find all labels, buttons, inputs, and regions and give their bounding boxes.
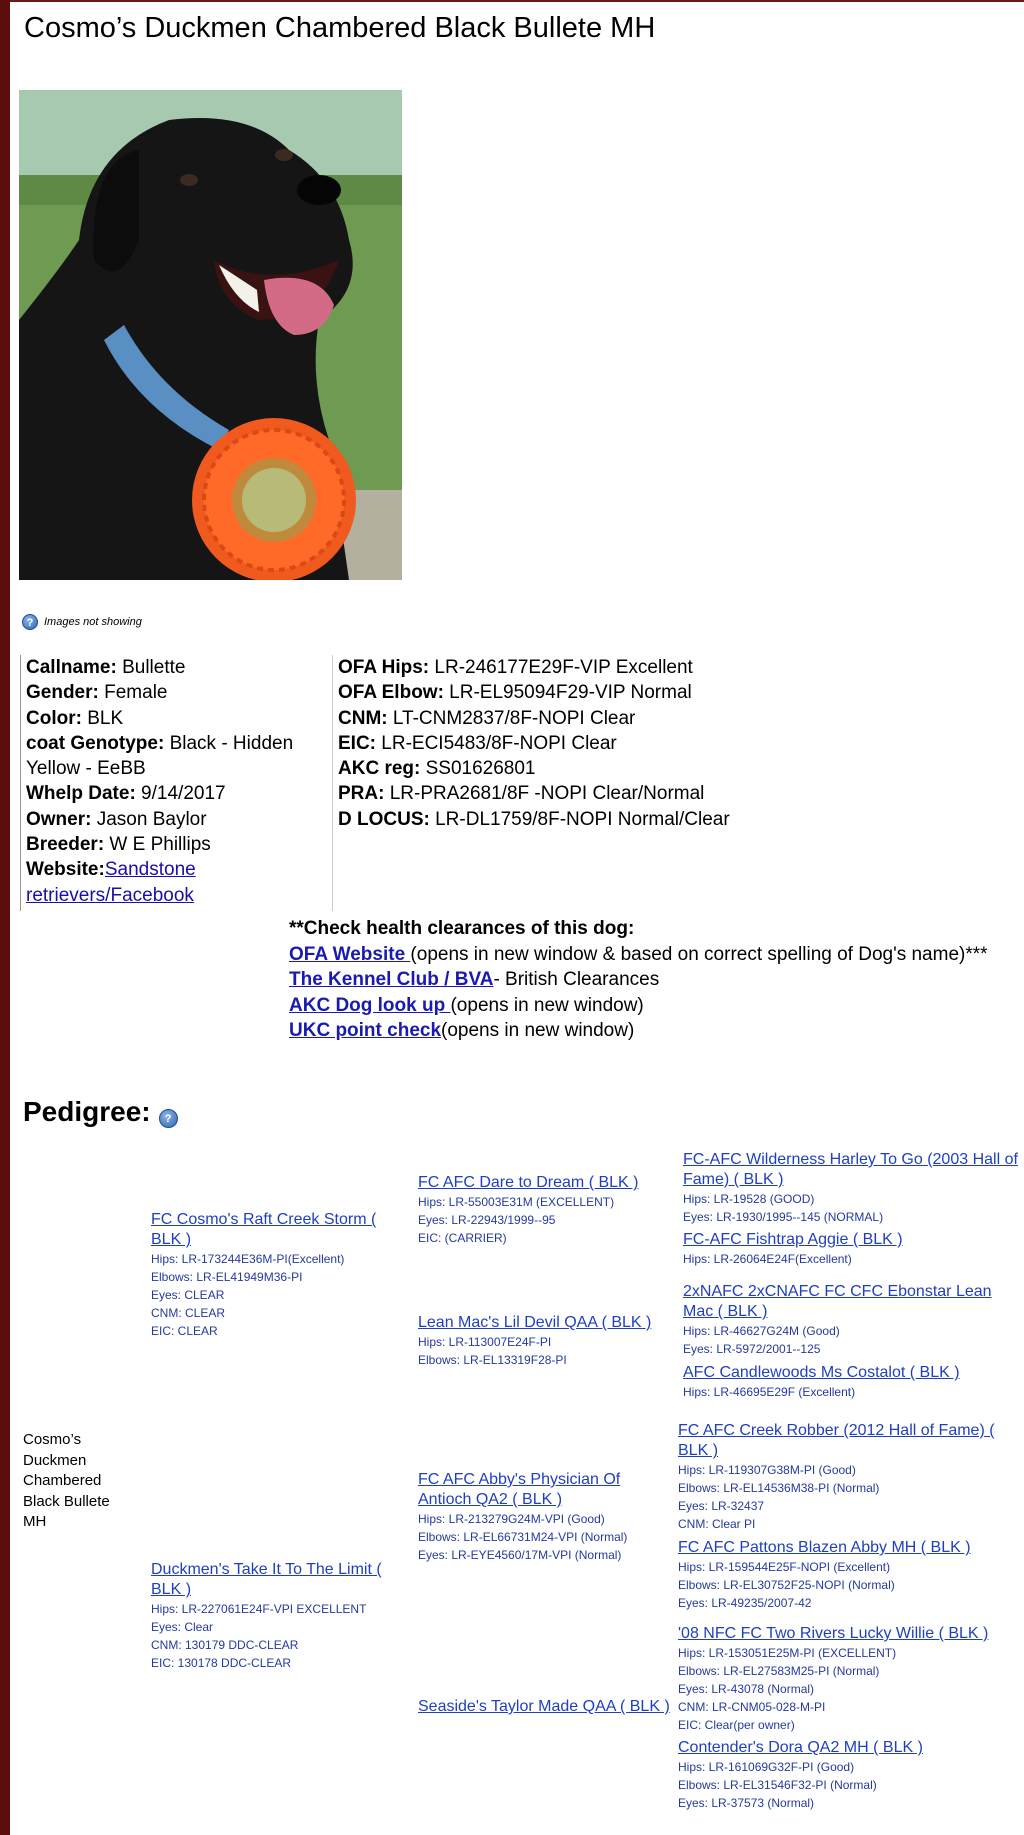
pedigree-detail: Hips: LR-153051E25M-PI (EXCELLENT): [678, 1646, 897, 1660]
pedigree-detail: CNM: 130179 DDC-CLEAR: [151, 1638, 299, 1652]
breeder-label: Breeder:: [26, 834, 105, 856]
pedigree-subject-name: Cosmo’s Duckmen Chambered Black Bullete MH: [23, 1431, 110, 1530]
ofa-hips-line: [338, 655, 972, 680]
ukc-note: (opens in new window): [441, 1020, 635, 1041]
d-locus-value: LR-DL1759/8F-NOPI Normal/Clear: [429, 808, 730, 830]
pedigree-gg-4-link[interactable]: AFC Candlewoods Ms Costalot ( BLK ): [683, 1364, 960, 1381]
pedigree-detail: Eyes: LR-32437: [678, 1499, 765, 1513]
pedigree-dam-dam-link[interactable]: Seaside's Taylor Made QAA ( BLK ): [418, 1698, 670, 1715]
pedigree-detail: Eyes: Clear: [151, 1620, 214, 1634]
ofa-elbow-label: OFA Elbow:: [338, 682, 444, 704]
ukc-row: [289, 1018, 989, 1044]
color-line: [26, 706, 330, 731]
breeder-line: [26, 832, 330, 857]
callname-label: Callname:: [26, 657, 117, 678]
pedigree-detail: Elbows: LR-EL31546F32-PI (Normal): [678, 1778, 877, 1792]
ukc-point-check-link[interactable]: UKC point check: [289, 1020, 442, 1041]
pedigree-gg-5-link[interactable]: FC AFC Creek Robber (2012 Hall of Fame) ( BLK ): [678, 1422, 995, 1459]
pedigree-detail: Eyes: LR-49235/2007-42: [678, 1596, 812, 1610]
whelp-date-value: 9/14/2017: [135, 783, 226, 805]
pedigree-detail: Elbows: LR-EL14536M38-PI (Normal): [678, 1481, 880, 1495]
pedigree-detail: CNM: LR-CNM05-028-M-PI: [678, 1700, 826, 1714]
pedigree-detail: Hips: LR-113007E24F-PI: [418, 1335, 552, 1349]
pedigree-detail: Elbows: LR-EL30752F25-NOPI (Normal): [678, 1578, 895, 1592]
owner-value: Jason Baylor: [91, 808, 207, 830]
pedigree-gg-6: [678, 1538, 1018, 1612]
akc-row: [289, 993, 989, 1019]
d-locus-label: D LOCUS:: [338, 808, 430, 830]
pedigree-detail: CNM: CLEAR: [151, 1306, 226, 1320]
pedigree-detail: Hips: LR-173244E36M-PI(Excellent): [151, 1252, 345, 1266]
coat-genotype-value: Black - Hidden Yellow - EeBB: [26, 732, 294, 780]
coat-genotype-label: coat Genotype:: [26, 732, 165, 754]
pedigree-gg-1-link[interactable]: FC-AFC Wilderness Harley To Go (2003 Hall of Fame) ( BLK ): [683, 1151, 1018, 1188]
d-locus-line: [338, 807, 972, 832]
color-label: Color:: [26, 707, 82, 729]
pedigree-detail: Hips: LR-46627G24M (Good): [683, 1324, 840, 1338]
pedigree-detail: EIC: (CARRIER): [418, 1231, 507, 1245]
pedigree-gg-2: [683, 1230, 1018, 1268]
callname-line: [26, 655, 330, 680]
pedigree-detail: EIC: 130178 DDC-CLEAR: [151, 1656, 292, 1670]
pedigree-detail: Hips: LR-159544E25F-NOPI (Excellent): [678, 1560, 891, 1574]
kennel-club-link[interactable]: The Kennel Club / BVA: [289, 969, 494, 990]
pedigree-gg-8-link[interactable]: Contender's Dora QA2 MH ( BLK ): [678, 1739, 923, 1756]
gender-label: Gender:: [26, 682, 99, 704]
pedigree-gg-6-link[interactable]: FC AFC Pattons Blazen Abby MH ( BLK ): [678, 1539, 971, 1556]
health-clearances: [289, 916, 989, 1044]
pedigree-gg-3-link[interactable]: 2xNAFC 2xCNAFC FC CFC Ebonstar Lean Mac ( BLK ): [683, 1283, 992, 1320]
website-label: Website:: [26, 859, 105, 881]
gender-line: [26, 680, 330, 705]
ofa-hips-label: OFA Hips:: [338, 657, 430, 678]
pedigree-detail: Eyes: LR-43078 (Normal): [678, 1682, 815, 1696]
pedigree-detail: Hips: LR-26064E24F(Excellent): [683, 1252, 852, 1266]
owner-label: Owner:: [26, 808, 92, 830]
ofa-elbow-value: LR-EL95094F29-VIP Normal: [443, 682, 692, 704]
page-title: Cosmo’s Duckmen Chambered Black Bullete MH: [24, 12, 656, 44]
help-icon[interactable]: ?: [22, 614, 38, 630]
akc-reg-label: AKC reg:: [338, 758, 421, 780]
website-line: [26, 857, 330, 908]
dog-photo-illustration: [19, 90, 402, 580]
pedigree-gg-7: [678, 1624, 1018, 1734]
akc-reg-line: [338, 756, 972, 781]
pedigree-detail: Elbows: LR-EL66731M24-VPI (Normal): [418, 1530, 628, 1544]
pedigree-sire-sire: [418, 1173, 668, 1247]
pedigree-gg-3: [683, 1282, 1018, 1358]
pedigree-gg-7-link[interactable]: '08 NFC FC Two Rivers Lucky Willie ( BLK ): [678, 1625, 989, 1642]
pedigree-heading: [23, 1096, 178, 1128]
akc-dog-lookup-link[interactable]: AKC Dog look up: [289, 994, 451, 1016]
pedigree-sire-link[interactable]: FC Cosmo's Raft Creek Storm ( BLK ): [151, 1211, 377, 1248]
images-not-showing-note[interactable]: [22, 614, 142, 630]
pedigree-detail: Hips: LR-55003E31M (EXCELLENT): [418, 1195, 615, 1209]
cnm-line: [338, 706, 972, 731]
cnm-label: CNM:: [338, 707, 388, 729]
dog-photo: [19, 90, 402, 580]
pedigree-detail: Elbows: LR-EL13319F28-PI: [418, 1353, 567, 1367]
whelp-date-line: [26, 781, 330, 806]
pedigree-detail: EIC: CLEAR: [151, 1324, 218, 1338]
pedigree-detail: Eyes: LR-EYE4560/17M-VPI (Normal): [418, 1548, 622, 1562]
pedigree-sire-dam-link[interactable]: Lean Mac's Lil Devil QAA ( BLK ): [418, 1314, 652, 1331]
pedigree-detail: Eyes: LR-22943/1999--95: [418, 1213, 556, 1227]
pedigree-detail: Hips: LR-46695E29F (Excellent): [683, 1385, 856, 1399]
ofa-hips-value: LR-246177E29F-VIP Excellent: [429, 657, 693, 678]
pedigree-detail: Hips: LR-213279G24M-VPI (Good): [418, 1512, 605, 1526]
ofa-elbow-line: [338, 680, 972, 705]
eic-label: EIC:: [338, 732, 376, 754]
ofa-website-link[interactable]: OFA Website: [289, 943, 411, 965]
eic-value: LR-ECI5483/8F-NOPI Clear: [376, 732, 617, 754]
cnm-value: LT-CNM2837/8F-NOPI Clear: [387, 707, 636, 729]
top-border-line: [10, 0, 1024, 2]
ofa-note: (opens in new window & based on correct spelling of Dog's name)***: [410, 943, 988, 965]
callname-value: Bullette: [116, 657, 186, 678]
pedigree-gg-8: [678, 1738, 1018, 1812]
pra-line: [338, 781, 972, 806]
pedigree-dam: [151, 1560, 401, 1672]
whelp-date-label: Whelp Date:: [26, 783, 136, 805]
left-border-bar: [0, 0, 10, 1835]
ofa-row: [289, 942, 989, 968]
pedigree-detail: Elbows: LR-EL41949M36-PI: [151, 1270, 303, 1284]
pedigree-gg-1: [683, 1150, 1018, 1226]
akc-note: (opens in new window): [450, 994, 644, 1016]
pedigree-detail: Elbows: LR-EL27583M25-PI (Normal): [678, 1664, 880, 1678]
images-not-showing-text: Images not showing: [44, 616, 142, 628]
pedigree-detail: EIC: Clear(per owner): [678, 1718, 795, 1732]
pedigree-detail: Hips: LR-19528 (GOOD): [683, 1192, 815, 1206]
pedigree-detail: Eyes: LR-5972/2001--125: [683, 1342, 821, 1356]
pedigree-gg-4: [683, 1363, 1018, 1401]
pedigree-title-text: Pedigree:: [23, 1096, 151, 1127]
help-icon[interactable]: ?: [159, 1109, 178, 1128]
eic-line: [338, 731, 972, 756]
website-link[interactable]: Sandstone retrievers/Facebook: [26, 859, 196, 906]
pedigree-detail: Eyes: CLEAR: [151, 1288, 225, 1302]
pedigree-detail: Eyes: LR-1930/1995--145 (NORMAL): [683, 1210, 884, 1224]
pedigree-gg-5: [678, 1421, 1018, 1533]
dog-info-right: [332, 655, 972, 911]
kennel-club-note: - British Clearances: [493, 969, 660, 990]
gender-value: Female: [98, 682, 168, 704]
pedigree-detail: Hips: LR-227061E24F-VPI EXCELLENT: [151, 1602, 367, 1616]
dog-info-left: [20, 655, 330, 911]
pra-label: PRA:: [338, 783, 385, 805]
pedigree-dam-dam: [418, 1697, 673, 1717]
owner-line: [26, 807, 330, 832]
pedigree-dam-sire-link[interactable]: FC AFC Abby's Physician Of Antioch QA2 ( BLK ): [418, 1471, 621, 1508]
pedigree-detail: CNM: Clear PI: [678, 1517, 756, 1531]
pedigree-sire: [151, 1210, 391, 1340]
pedigree-detail: Hips: LR-119307G38M-PI (Good): [678, 1463, 856, 1477]
health-heading: **Check health clearances of this dog:: [289, 918, 635, 939]
pra-value: LR-PRA2681/8F -NOPI Clear/Normal: [384, 783, 705, 805]
pedigree-dam-sire: [418, 1470, 658, 1564]
pedigree-sire-sire-link[interactable]: FC AFC Dare to Dream ( BLK ): [418, 1174, 639, 1191]
color-value: BLK: [81, 707, 124, 729]
pedigree-detail: Eyes: LR-37573 (Normal): [678, 1796, 815, 1810]
akc-reg-value: SS01626801: [420, 758, 536, 780]
kennel-club-row: [289, 967, 989, 993]
coat-genotype-line: [26, 731, 330, 782]
breeder-value: W E Phillips: [104, 834, 211, 856]
pedigree-detail: Hips: LR-161069G32F-PI (Good): [678, 1760, 855, 1774]
pedigree-dam-link[interactable]: Duckmen's Take It To The Limit ( BLK ): [151, 1561, 382, 1598]
pedigree-sire-dam: [418, 1313, 668, 1369]
pedigree-gg-2-link[interactable]: FC-AFC Fishtrap Aggie ( BLK ): [683, 1231, 903, 1248]
